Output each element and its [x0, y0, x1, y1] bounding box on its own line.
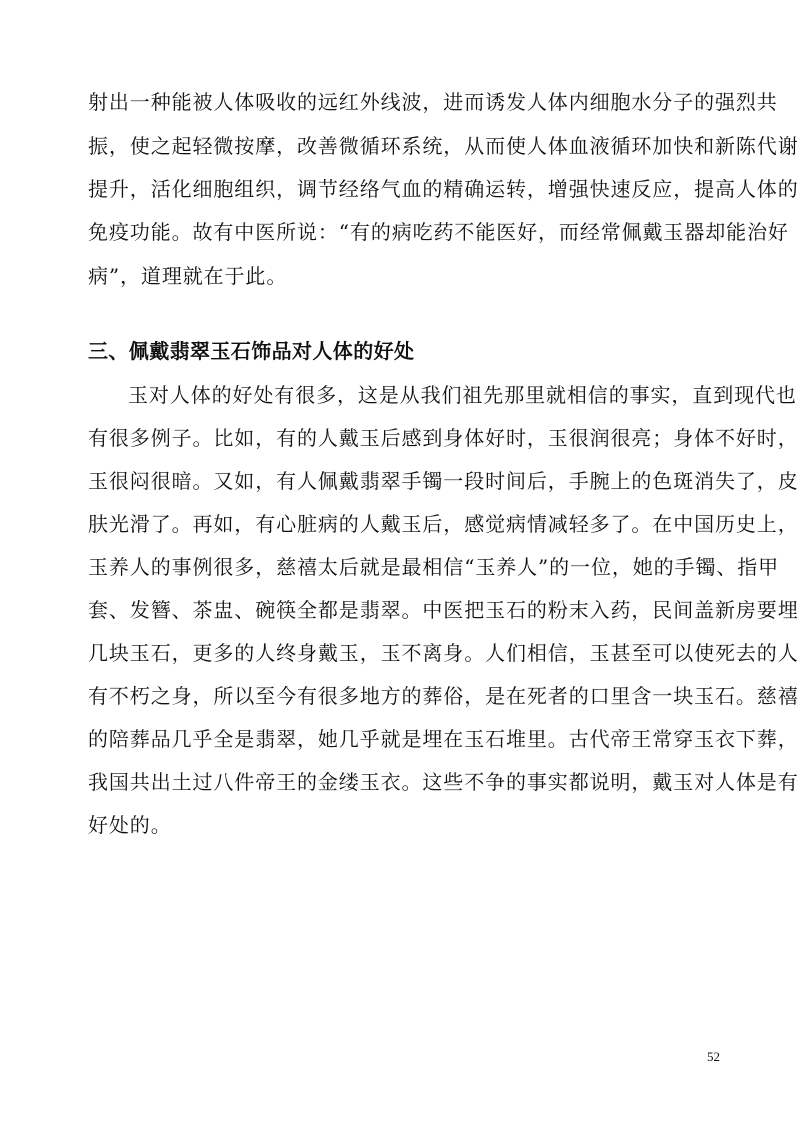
paragraph-line: 玉很闷很暗。又如，有人佩戴翡翠手镯一段时间后，手腕上的色斑消失了，皮 — [88, 469, 799, 493]
paragraph-line: 射出一种能被人体吸收的远红外线波，进而诱发人体内细胞水分子的强烈共 — [88, 90, 778, 114]
paragraph-line: 提升，活化细胞组织，调节经络气血的精确运转，增强快速反应，提高人体的 — [88, 177, 799, 201]
paragraph-line: 玉养人的事例很多，慈禧太后就是最相信“玉养人”的一位，她的手镯、指甲 — [88, 555, 780, 579]
paragraph-line: 免疫功能。故有中医所说：“有的病吃药不能医好，而经常佩戴玉器却能治好 — [88, 220, 789, 244]
paragraph-line: 有很多例子。比如，有的人戴玉后感到身体好时，玉很润很亮；身体不好时， — [88, 426, 799, 450]
paragraph-line: 几块玉石，更多的人终身戴玉，玉不离身。人们相信，玉甚至可以使死去的人 — [88, 641, 799, 665]
paragraph-line: 玉对人体的好处有很多，这是从我们祖先那里就相信的事实，直到现代也 — [128, 383, 797, 407]
paragraph-line: 我国共出土过八件帝王的金缕玉衣。这些不争的事实都说明，戴玉对人体是有 — [88, 770, 799, 794]
paragraph-line: 振，使之起轻微按摩，改善微循环系统，从而使人体血液循环加快和新陈代谢 — [88, 134, 799, 158]
section-heading: 三、佩戴翡翠玉石饰品对人体的好处 — [88, 339, 415, 363]
paragraph-line: 肤光滑了。再如，有心脏病的人戴玉后，感觉病情减轻多了。在中国历史上， — [88, 512, 799, 536]
paragraph-line: 套、发簪、茶盅、碗筷全都是翡翠。中医把玉石的粉末入药，民间盖新房要埋 — [88, 598, 799, 622]
paragraph-line: 有不朽之身，所以至今有很多地方的葬俗，是在死者的口里含一块玉石。慈禧 — [88, 684, 799, 708]
paragraph-line: 的陪葬品几乎全是翡翠，她几乎就是埋在玉石堆里。古代帝王常穿玉衣下葬， — [88, 727, 799, 751]
page-number: 52 — [707, 1049, 720, 1064]
paragraph-line: 好处的。 — [88, 813, 172, 837]
paragraph-line: 病”，道理就在于此。 — [88, 264, 288, 288]
